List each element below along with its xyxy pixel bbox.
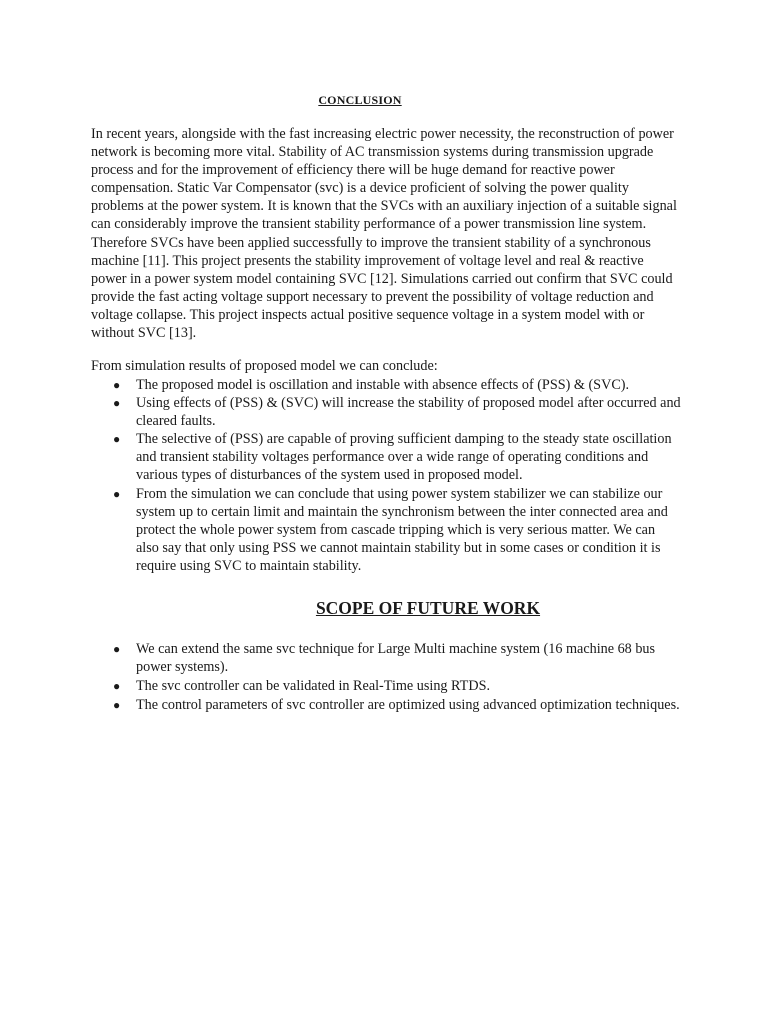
- bullet-icon: ●: [113, 432, 121, 447]
- list-item: [91, 376, 681, 394]
- list-item-text: Using effects of (PSS) & (SVC) will increase the stability of proposed model after occurred and cleared faults.: [136, 395, 681, 430]
- list-item-text: We can extend the same svc technique for Large Multi machine system (16 machine 68 bus power systems).: [136, 641, 656, 676]
- list-item: [91, 394, 681, 430]
- bullet-icon: ●: [113, 679, 121, 694]
- list-item: [91, 485, 681, 575]
- bullet-icon: ●: [113, 642, 121, 656]
- bullet-icon: ●: [113, 486, 121, 501]
- list-item-text: The proposed model is oscillation and instable with absence effects of (PSS) & (SVC).: [136, 377, 630, 393]
- bullet-icon: ●: [113, 378, 121, 392]
- list-item: [91, 677, 681, 695]
- future-work-list: [91, 640, 681, 715]
- list-item-text: From the simulation we can conclude that using power system stabilizer we can stabilize our system up to certain limit and maintain the synchronism between the inter connected area and protect the whole power system from cascade tripping which is very serious matter. We can also say that only using PSS we cannot maintain stability but in some cases or condition it is require using SVC to maintain stability.: [136, 485, 668, 574]
- list-item: [91, 640, 681, 676]
- bullet-icon: ●: [113, 698, 121, 713]
- list-item-text: The selective of (PSS) are capable of proving sufficient damping to the steady state oscillation and transient stability voltages performance over a wide range of operating conditions and various types of disturbances of the system used in proposed model.: [136, 431, 672, 484]
- list-item-text: The svc controller can be validated in Real-Time using RTDS.: [136, 678, 491, 695]
- bullet-icon: ●: [113, 396, 121, 411]
- conclusion-intro: From simulation results of proposed model we can conclude:: [91, 358, 438, 374]
- conclusion-paragraph: In recent years, alongside with the fast increasing electric power necessity, the reconstruction of power network is becoming more vital. Stability of AC transmission systems during transmission upgrade process and for the improvement of efficiency there will be huge demand for reactive power compensation. Static Var Compensator (svc) is a device proficient of solving the power quality problems at the power system. It is known that the SVCs with an auxiliary injection of a suitable signal can considerably improve the transient stability performance of a power transmission line system. Therefore SVCs have been applied successfully to improve the transient stability of a synchronous machine [11]. This project presents the stability improvement of voltage level and real & reactive power in a power system model containing SVC [12]. Simulations carried out confirm that SVC could provide the fast acting voltage support necessary to prevent the possibility of voltage reduction and voltage collapse. This project inspects actual positive sequence voltage in a system model with or without SVC [13].: [91, 126, 677, 342]
- future-work-heading: SCOPE OF FUTURE WORK: [315, 598, 541, 618]
- list-item: [91, 430, 681, 484]
- findings-list: [91, 376, 681, 575]
- list-item-text: The control parameters of svc controller are optimized using advanced optimization techniques.: [136, 697, 680, 714]
- conclusion-heading: CONCLUSION: [318, 93, 402, 107]
- list-item: [91, 696, 681, 714]
